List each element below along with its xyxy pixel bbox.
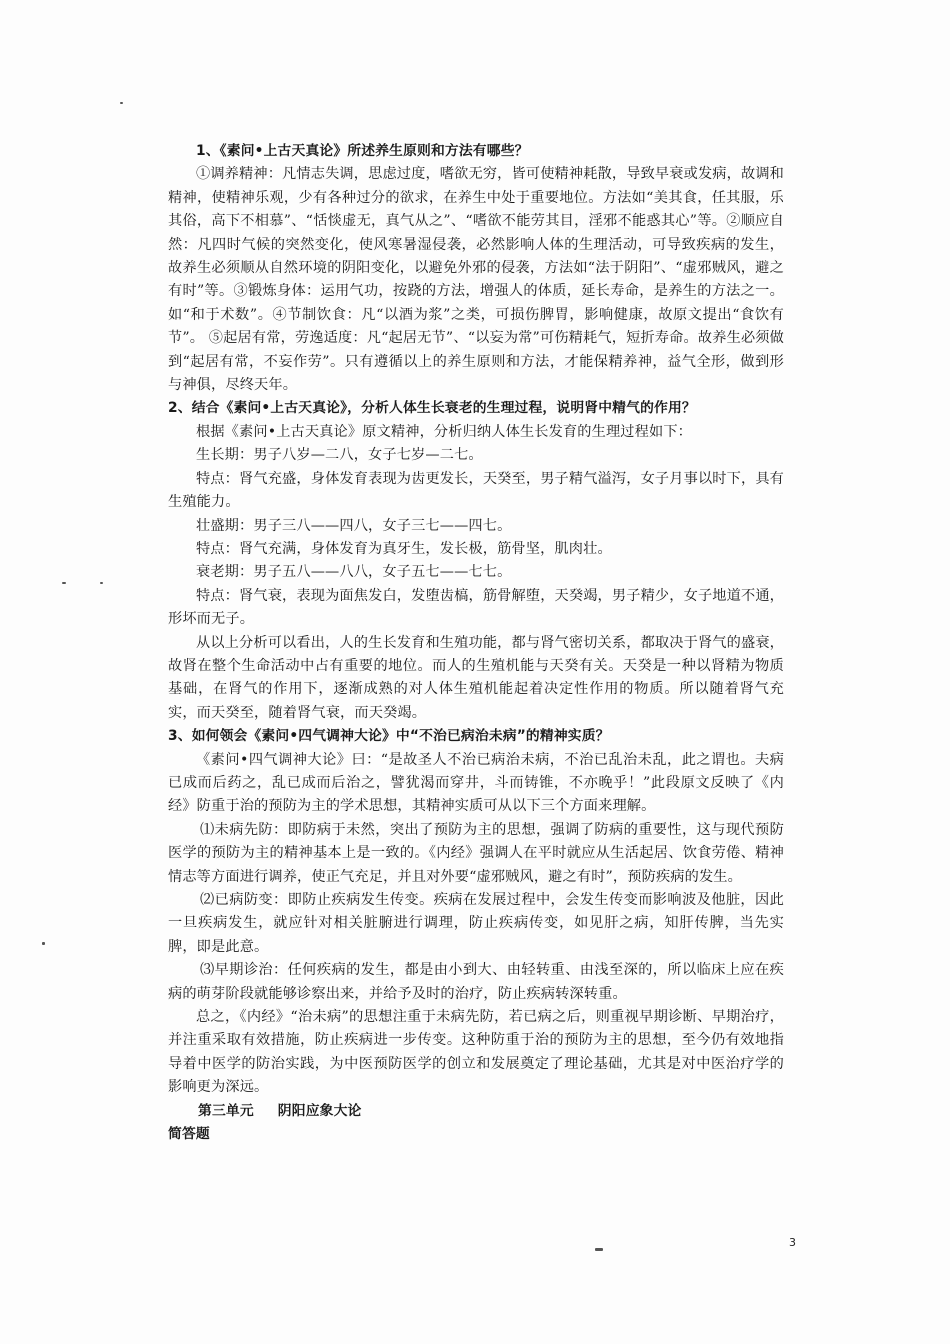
- unit-label: 第三单元: [198, 1102, 254, 1119]
- answer-paragraph: ⑵已病防变：即防止疾病发生传变。疾病在发展过程中，会发生传变而影响波及他脏，因此一旦疾病发生，就应针对相关脏腑进行调理，防止疾病传变，如见肝之病，知肝传脾，当先实脾，即是此意。: [168, 892, 784, 955]
- answer-paragraph: 特点：肾气充满，身体发育为真牙生，发长极，筋骨坚，肌肉壮。: [196, 540, 612, 557]
- unit-title: 阴阳应象大论: [277, 1102, 362, 1119]
- answer-paragraph: 《素问•四气调神大论》曰：“是故圣人不治已病治未病，不治已乱治未乱，此之谓也。夫病已成而后药之，乱已成而后治之，譬犹渴而穿井，斗而铸锥，不亦晚乎！”此段原文反映了《内经》防重于治的预防为主的学术思想，其精神实质可从以下三个方面来理解。: [168, 751, 784, 815]
- section-label: 简答题: [168, 1126, 210, 1143]
- scan-speck: [100, 582, 103, 584]
- answer-paragraph: 特点：肾气充盛，身体发育表现为齿更发长，天癸至，男子精气溢泻，女子月事以时下，具有生殖能力。: [168, 470, 784, 511]
- question-heading: 2、结合《素问•上古天真论》，分析人体生长衰老的生理过程，说明肾中精气的作用？: [168, 400, 696, 417]
- page-body: [168, 140, 784, 1146]
- scan-speck: [120, 102, 123, 104]
- answer-paragraph: 壮盛期：男子三八——四八，女子三七——四七。: [196, 517, 512, 534]
- scan-speck: [42, 942, 45, 945]
- scan-speck: [62, 582, 66, 584]
- question-heading: 1、《素问•上古天真论》所述养生原则和方法有哪些？: [196, 143, 529, 159]
- answer-paragraph: 从以上分析可以看出，人的生长发育和生殖功能，都与肾气密切关系，都取决于肾气的盛衰，故肾在整个生命活动中占有重要的地位。而人的生殖机能与天癸有关。天癸是一种以肾精为物质基础，在肾气的作用下，逐渐成熟的对人体生殖机能起着决定性作用的物质。所以随着肾气充实，而天癸至，随着肾气衰，而天癸竭。: [168, 634, 784, 721]
- scan-speck: [595, 1248, 603, 1251]
- question-heading: 3、如何领会《素问•四气调神大论》中“不治已病治未病”的精神实质？: [168, 728, 610, 745]
- answer-paragraph: 总之，《内经》“治未病”的思想注重于未病先防，若已病之后，则重视早期诊断、早期治疗，并注重采取有效措施，防止疾病进一步传变。这种防重于治的预防为主的思想，至今仍有效地指导着中医学的防治实践，为中医预防医学的创立和发展奠定了理论基础，尤其是对中医治疗学的影响更为深远。: [168, 1009, 784, 1096]
- answer-paragraph: ⑴未病先防：即防病于未然，突出了预防为主的思想，强调了防病的重要性，这与现代预防医学的预防为主的精神基本上是一致的。《内经》强调人在平时就应从生活起居、饮食劳倦、精神情志等方面进行调养，使正气充足，并且对外要“虚邪贼风，避之有时”，预防疾病的发生。: [168, 821, 784, 885]
- answer-paragraph: 特点：肾气衰，表现为面焦发白，发堕齿槁，筋骨解堕，天癸竭，男子精少，女子地道不通，形坏而无子。: [168, 587, 784, 628]
- answer-paragraph: 根据《素问•上古天真论》原文精神，分析归纳人体生长发育的生理过程如下：: [196, 423, 692, 440]
- answer-paragraph: 衰老期：男子五八——八八，女子五七——七七。: [196, 564, 512, 581]
- answer-paragraph: ⑶早期诊治：任何疾病的发生，都是由小到大、由轻转重、由浅至深的，所以临床上应在疾病的萌芽阶段就能够诊察出来，并给予及时的治疗，防止疾病转深转重。: [168, 962, 784, 1002]
- answer-paragraph: ①调养精神：凡情志失调，思虑过度，嗜欲无穷，皆可使精神耗散，导致早衰或发病，故调和精神，使精神乐观，少有各种过分的欲求，在养生中处于重要地位。方法如“美其食，任其服，乐其俗，高下不相慕”、“恬惔虚无，真气从之”、“嗜欲不能劳其目，淫邪不能惑其心”等。②顺应自然：凡四时气候的突然变化，使风寒暑湿侵袭，必然影响人体的生理活动，可导致疾病的发生，故养生必须顺从自然环境的阴阳变化，以避免外邪的侵袭，方法如“法于阴阳”、“虚邪贼风，避之有时”等。③锻炼身体：运用气功，按跷的方法，增强人的体质，延长寿命，是养生的方法之一。如“和于术数”。④节制饮食：凡“以酒为浆”之类，可损伤脾胃，影响健康，故原文提出“食饮有节”。 ⑤起居有常，劳逸适度：凡“起居无节”、“以妄为常”可伤精耗气，短折寿命。故养生必须做到“起居有常，不妄作劳”。只有遵循以上的养生原则和方法，才能保精养神，益气全形，做到形与神俱，尽终天年。: [168, 166, 784, 394]
- unit-heading: [168, 1100, 784, 1123]
- answer-paragraph: 生长期：男子八岁—二八，女子七岁—二七。: [196, 447, 483, 464]
- page-number: 3: [789, 1236, 796, 1249]
